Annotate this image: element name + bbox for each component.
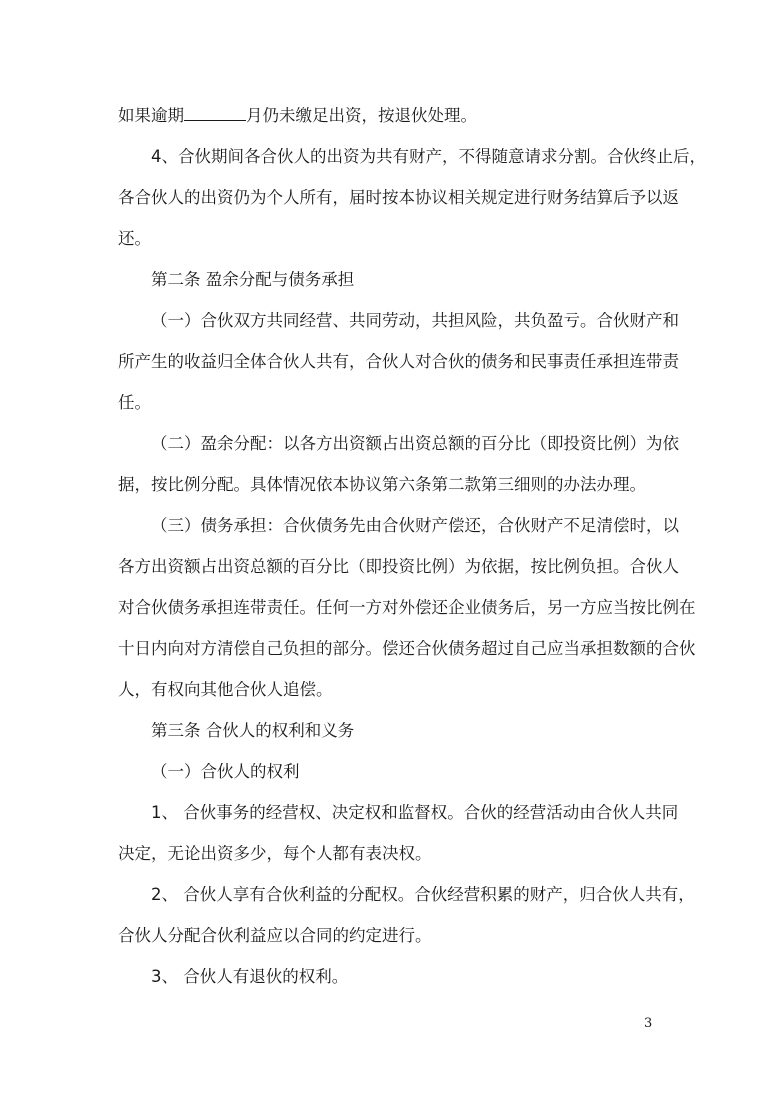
text-line: 所产生的收益归全体合伙人共有，合伙人对合伙的债务和民事责任承担连带责 [118,352,679,371]
text-line: 1、 合伙事务的经营权、决定权和监督权。合伙的经营活动由合伙人共同 [151,803,679,822]
text-line: 十日内向对方清偿自己负担的部分。偿还合伙债务超过自己应当承担数额的合伙 [118,639,696,658]
page-number: 3 [644,1016,653,1031]
text-segment: 月仍未缴足出资，按退伙处理。 [246,106,477,125]
text-line: 对合伙债务承担连带责任。任何一方对外偿还企业债务后，另一方应当按比例在 [118,598,696,617]
text-line: 各合伙人的出资仍为个人所有，届时按本协议相关规定进行财务结算后予以返 [118,188,679,207]
text-line: 3、 合伙人有退伙的权利。 [151,967,349,986]
text-line: 合伙人分配合伙利益应以合同的约定进行。 [118,926,432,945]
text-line: 还。 [118,229,151,248]
text-line: 人，有权向其他合伙人追偿。 [118,680,333,699]
text-segment: 如果逾期 [118,106,184,125]
section-heading: 第三条 合伙人的权利和义务 [151,721,355,740]
section-heading: 第二条 盈余分配与债务承担 [151,270,355,289]
text-line: 2、 合伙人享有合伙利益的分配权。合伙经营积累的财产，归合伙人共有， [151,885,695,904]
text-line: 任。 [118,393,151,412]
text-line: 各方出资额占出资总额的百分比（即投资比例）为依据，按比例负担。合伙人 [118,557,679,576]
text-line: 据，按比例分配。具体情况依本协议第六条第二款第三细则的办法办理。 [118,475,646,494]
text-line: 4、合伙期间各合伙人的出资为共有财产，不得随意请求分割。合伙终止后， [151,147,706,166]
text-line: 决定，无论出资多少，每个人都有表决权。 [118,844,432,863]
text-line: （二）盈余分配：以各方出资额占出资总额的百分比（即投资比例）为依 [151,434,679,453]
text-line: （一）合伙双方共同经营、共同劳动，共担风险，共负盈亏。合伙财产和 [151,311,679,330]
fill-blank [184,106,246,121]
subsection-heading: （一）合伙人的权利 [151,762,300,781]
text-line: （三）债务承担：合伙债务先由合伙财产偿还，合伙财产不足清偿时，以 [151,516,679,535]
text-line-blank [0,105,774,127]
